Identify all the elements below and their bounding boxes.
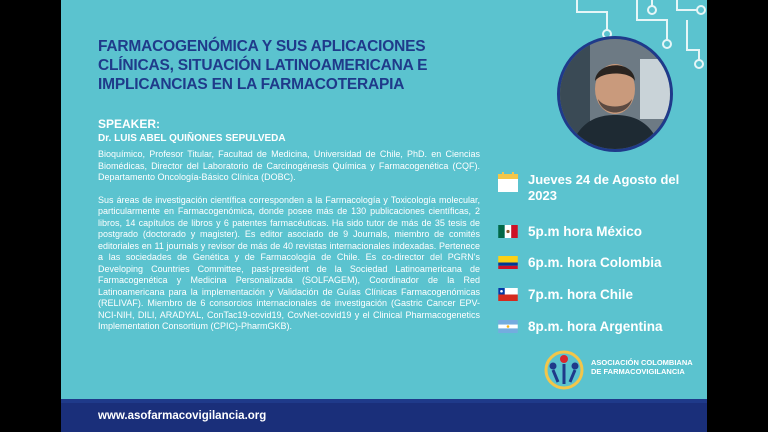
argentina-flag-icon [498, 320, 518, 333]
time-row-colombia [498, 255, 662, 270]
chile-flag-icon [498, 288, 518, 301]
time-text-colombia: 6p.m. hora Colombia [528, 255, 662, 270]
association-logo-icon [544, 350, 584, 390]
time-row-chile [498, 287, 633, 302]
bio-paragraph-1: Bioquímico, Profesor Titular, Facultad de Medicina, Universidad de Chile, PhD. en Ciencias Biomédicas, Director del Laboratorio de Carcinogénesis Química y Farmacogenética (CQF). Departamento Oncología-Básico Clínica (DOBC). [98, 149, 480, 182]
event-title: FARMACOGENÓMICA Y SUS APLICACIONES CLÍNICAS, SITUACIÓN LATINOAMERICANA E IMPLICANCIAS EN LA FARMACOTERAPIA [98, 38, 428, 93]
association-name: ASOCIACIÓN COLOMBIANA DE FARMACOVIGILANCIA [591, 358, 693, 376]
speaker-name: Dr. LUIS ABEL QUIÑONES SEPULVEDA [98, 133, 286, 144]
event-flyer [61, 0, 707, 432]
mexico-flag-icon [498, 225, 518, 238]
date-text: Jueves 24 de Agosto del 2023 [528, 172, 680, 203]
bio-paragraph-2: Sus áreas de investigación científica corresponden a la Farmacología y Toxicología molecular, particularmente en Farmacogenómica, donde posee más de 130 publicaciones científicas, 2 libros, 14 capítulos de libros y 6 patentes farmacéuticas. Ha sido tutor de más de 35 tesis de postgrado (doctorado y magister). Es editor asociado de 9 Journals, miembro de comités editoriales en 11 journals y revisor de más de 40 revistas internacionales indexadas. Pertenece a las sociedades de Genética y de Farmacología de Chile. Es co-director del PGRN's Developing Countries Committee, past-president de la Sociedad Latinoamericana de Farmacogenética y Medicina Personalizada (SOLFAGEM), Coordinador de la Red Latinoamericana para la implementación y Validación de Guías Clínicas Farmacogenómicas (RELIVAF). Miembro de 6 consorcios internacionales de investigación (Gastric Cancer EPV-NCI-NIH, DILI, ARADYAL, ConTac19-covid19, CovNet-covid19 y el Clinical Pharmacogenetics Implementation Consortium (CPIC)-PharmGKB). [98, 194, 480, 331]
time-text-argentina: 8p.m. hora Argentina [528, 319, 663, 334]
speaker-photo [557, 36, 673, 152]
time-text-mexico: 5p.m hora México [528, 224, 643, 239]
event-date [498, 172, 698, 204]
colombia-flag-icon [498, 256, 518, 269]
time-row-mexico [498, 224, 642, 239]
speaker-label: SPEAKER: [98, 117, 161, 131]
calendar-icon [498, 172, 518, 192]
time-row-argentina [498, 319, 663, 334]
website-url[interactable]: www.asofarmacovigilancia.org [98, 410, 267, 422]
speaker-bio [98, 149, 480, 344]
time-text-chile: 7p.m. hora Chile [528, 287, 634, 302]
